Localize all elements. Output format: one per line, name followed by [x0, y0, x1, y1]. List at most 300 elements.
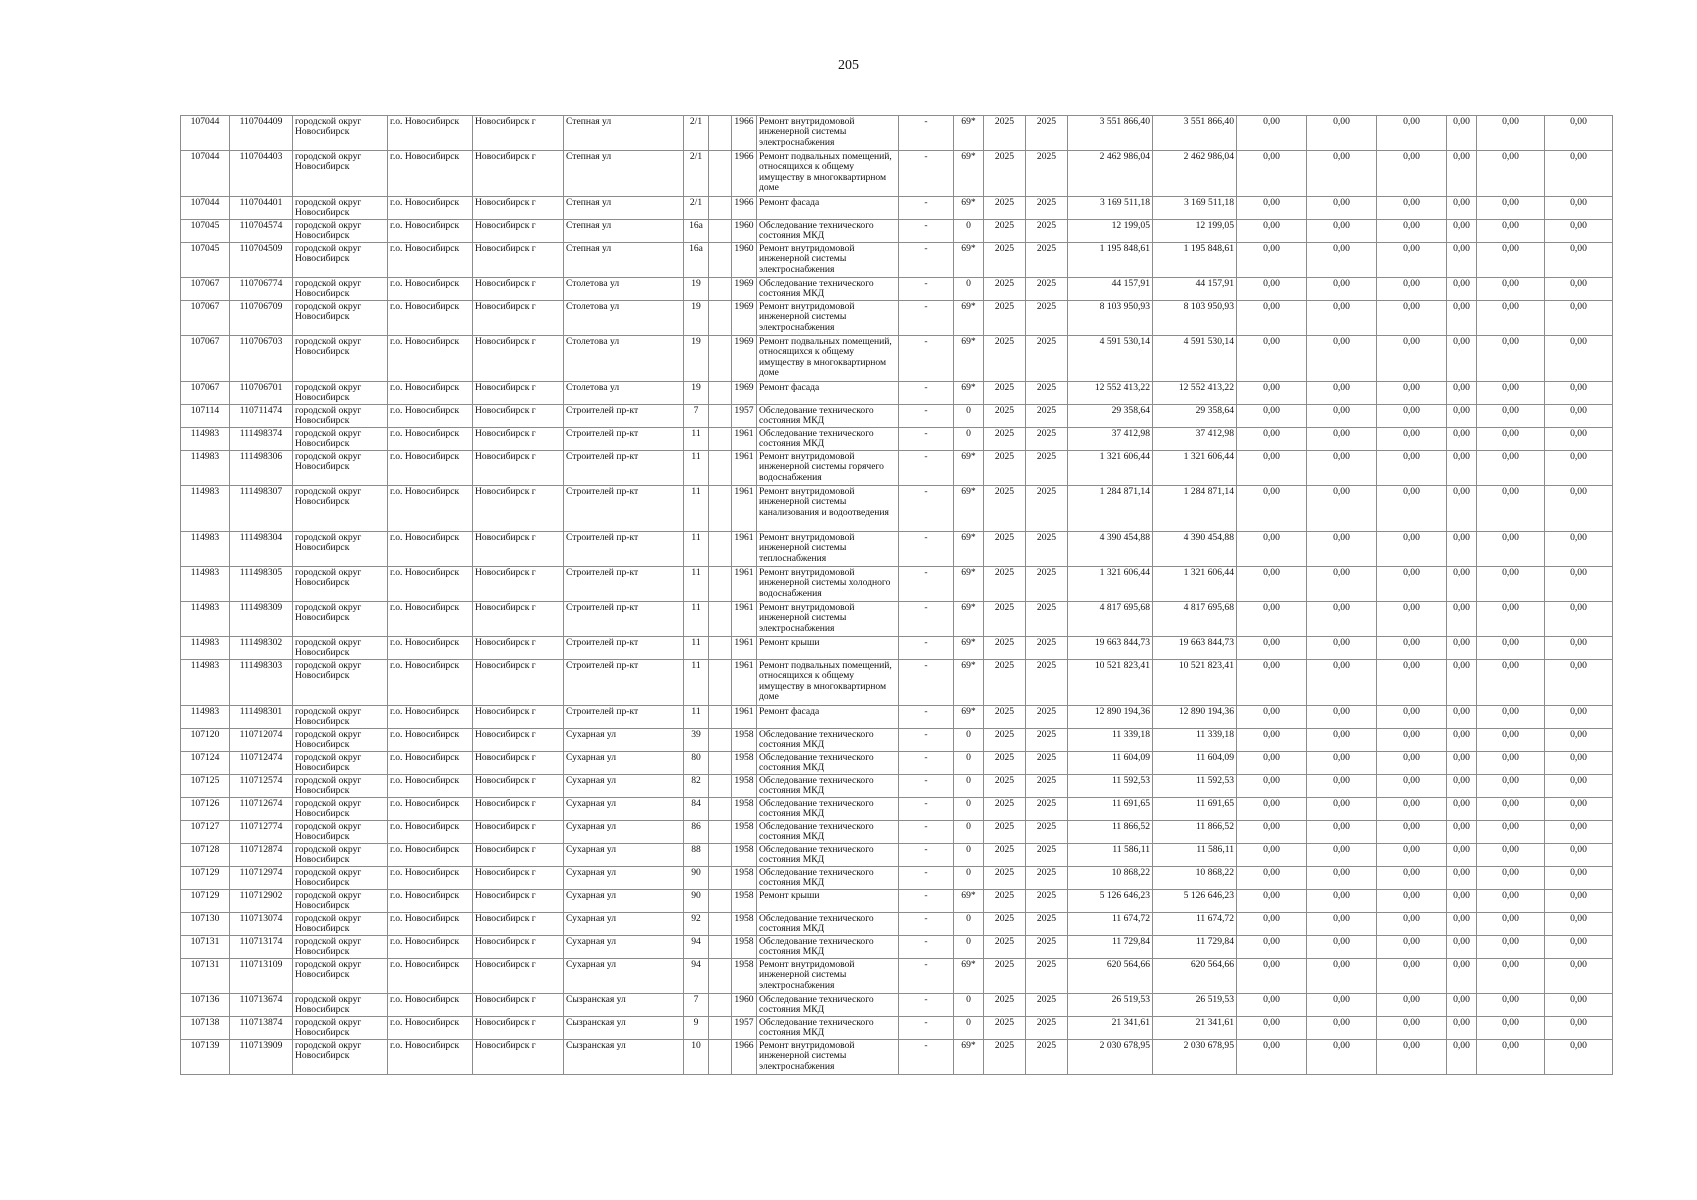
cell-house: 90: [684, 890, 709, 913]
table-row: [181, 382, 1613, 405]
cell-v2: 0,00: [1307, 798, 1377, 821]
cell-locality: Новосибирск г: [473, 775, 564, 798]
cell-sum_regional: 10 868,22: [1153, 867, 1237, 890]
table-row: [181, 243, 1613, 278]
cell-v5: 0,00: [1477, 602, 1545, 637]
cell-work_type: Обследование технического состояния МКД: [757, 867, 899, 890]
cell-v5: 0,00: [1477, 151, 1545, 197]
cell-rate: 0: [954, 867, 984, 890]
cell-dash: -: [899, 1017, 954, 1040]
cell-house: 19: [684, 336, 709, 382]
cell-work_type: Обследование технического состояния МКД: [757, 1017, 899, 1040]
cell-house: 86: [684, 821, 709, 844]
cell-v6: 0,00: [1545, 936, 1613, 959]
cell-dash: -: [899, 775, 954, 798]
table-row: [181, 532, 1613, 567]
cell-house: 2/1: [684, 151, 709, 197]
cell-code: 110712674: [230, 798, 293, 821]
cell-rate: 69*: [954, 486, 984, 532]
cell-v5: 0,00: [1477, 890, 1545, 913]
cell-district: городской округ Новосибирск: [293, 706, 388, 729]
cell-blank: [709, 151, 732, 197]
cell-v6: 0,00: [1545, 243, 1613, 278]
cell-v6: 0,00: [1545, 890, 1613, 913]
cell-street: Сухарная ул: [564, 798, 684, 821]
cell-code: 111498374: [230, 428, 293, 451]
cell-v5: 0,00: [1477, 913, 1545, 936]
table-row: [181, 301, 1613, 336]
cell-blank: [709, 1017, 732, 1040]
cell-sum_regional: 3 169 511,18: [1153, 197, 1237, 220]
cell-house: 2/1: [684, 197, 709, 220]
cell-district: городской округ Новосибирск: [293, 220, 388, 243]
cell-v5: 0,00: [1477, 382, 1545, 405]
cell-house: 11: [684, 567, 709, 602]
table-row: [181, 729, 1613, 752]
cell-house: 7: [684, 405, 709, 428]
cell-sum_regional: 29 358,64: [1153, 405, 1237, 428]
cell-id: 107130: [181, 913, 230, 936]
cell-v6: 0,00: [1545, 913, 1613, 936]
cell-v3: 0,00: [1377, 867, 1447, 890]
cell-dash: -: [899, 428, 954, 451]
cell-blank: [709, 867, 732, 890]
cell-city_district: г.о. Новосибирск: [388, 637, 473, 660]
cell-id: 114983: [181, 706, 230, 729]
cell-city_district: г.о. Новосибирск: [388, 336, 473, 382]
cell-id: 114983: [181, 428, 230, 451]
cell-year: 1961: [732, 706, 757, 729]
cell-city_district: г.о. Новосибирск: [388, 567, 473, 602]
cell-end_year: 2025: [1026, 567, 1068, 602]
cell-year: 1961: [732, 532, 757, 567]
cell-end_year: 2025: [1026, 451, 1068, 486]
cell-work_type: Ремонт внутридомовой инженерной системы электроснабжения: [757, 301, 899, 336]
cell-v4: 0,00: [1447, 729, 1477, 752]
cell-v6: 0,00: [1545, 486, 1613, 532]
cell-city_district: г.о. Новосибирск: [388, 278, 473, 301]
cell-sum_total: 11 729,84: [1068, 936, 1153, 959]
cell-end_year: 2025: [1026, 798, 1068, 821]
cell-id: 114983: [181, 602, 230, 637]
cell-house: 19: [684, 382, 709, 405]
cell-sum_total: 1 195 848,61: [1068, 243, 1153, 278]
cell-end_year: 2025: [1026, 532, 1068, 567]
cell-sum_regional: 21 341,61: [1153, 1017, 1237, 1040]
cell-year: 1969: [732, 301, 757, 336]
cell-v1: 0,00: [1237, 567, 1307, 602]
cell-start_year: 2025: [984, 844, 1026, 867]
cell-v3: 0,00: [1377, 301, 1447, 336]
cell-v2: 0,00: [1307, 729, 1377, 752]
cell-v4: 0,00: [1447, 116, 1477, 151]
cell-work_type: Ремонт внутридомовой инженерной системы горячего водоснабжения: [757, 451, 899, 486]
cell-locality: Новосибирск г: [473, 278, 564, 301]
cell-v4: 0,00: [1447, 220, 1477, 243]
cell-year: 1961: [732, 428, 757, 451]
cell-sum_regional: 8 103 950,93: [1153, 301, 1237, 336]
cell-year: 1969: [732, 278, 757, 301]
cell-start_year: 2025: [984, 116, 1026, 151]
cell-v4: 0,00: [1447, 821, 1477, 844]
cell-v4: 0,00: [1447, 405, 1477, 428]
cell-end_year: 2025: [1026, 890, 1068, 913]
cell-start_year: 2025: [984, 936, 1026, 959]
cell-district: городской округ Новосибирск: [293, 532, 388, 567]
cell-v6: 0,00: [1545, 729, 1613, 752]
cell-city_district: г.о. Новосибирск: [388, 428, 473, 451]
cell-locality: Новосибирск г: [473, 959, 564, 994]
cell-work_type: Ремонт внутридомовой инженерной системы электроснабжения: [757, 602, 899, 637]
cell-house: 16а: [684, 243, 709, 278]
cell-sum_regional: 11 691,65: [1153, 798, 1237, 821]
cell-locality: Новосибирск г: [473, 405, 564, 428]
cell-year: 1969: [732, 336, 757, 382]
cell-rate: 0: [954, 775, 984, 798]
cell-district: городской округ Новосибирск: [293, 729, 388, 752]
cell-sum_total: 4 591 530,14: [1068, 336, 1153, 382]
cell-work_type: Ремонт подвальных помещений, относящихся к общему имуществу в многоквартирном доме: [757, 660, 899, 706]
cell-dash: -: [899, 821, 954, 844]
cell-sum_total: 29 358,64: [1068, 405, 1153, 428]
cell-dash: -: [899, 706, 954, 729]
cell-code: 110713174: [230, 936, 293, 959]
cell-v5: 0,00: [1477, 278, 1545, 301]
cell-v1: 0,00: [1237, 151, 1307, 197]
cell-dash: -: [899, 1040, 954, 1075]
cell-locality: Новосибирск г: [473, 336, 564, 382]
cell-district: городской округ Новосибирск: [293, 775, 388, 798]
cell-v1: 0,00: [1237, 844, 1307, 867]
cell-end_year: 2025: [1026, 278, 1068, 301]
cell-locality: Новосибирск г: [473, 936, 564, 959]
cell-year: 1960: [732, 243, 757, 278]
table-row: [181, 798, 1613, 821]
cell-v4: 0,00: [1447, 451, 1477, 486]
cell-v4: 0,00: [1447, 913, 1477, 936]
cell-v1: 0,00: [1237, 798, 1307, 821]
cell-v6: 0,00: [1545, 844, 1613, 867]
cell-v3: 0,00: [1377, 959, 1447, 994]
cell-district: городской округ Новосибирск: [293, 278, 388, 301]
cell-sum_total: 12 890 194,36: [1068, 706, 1153, 729]
cell-dash: -: [899, 278, 954, 301]
cell-dash: -: [899, 197, 954, 220]
cell-street: Строителей пр-кт: [564, 532, 684, 567]
table-row: [181, 486, 1613, 532]
cell-work_type: Обследование технического состояния МКД: [757, 821, 899, 844]
cell-city_district: г.о. Новосибирск: [388, 706, 473, 729]
cell-v3: 0,00: [1377, 752, 1447, 775]
cell-district: городской округ Новосибирск: [293, 116, 388, 151]
cell-end_year: 2025: [1026, 405, 1068, 428]
cell-v6: 0,00: [1545, 301, 1613, 336]
cell-city_district: г.о. Новосибирск: [388, 151, 473, 197]
cell-sum_total: 11 592,53: [1068, 775, 1153, 798]
cell-id: 114983: [181, 451, 230, 486]
table-row: [181, 821, 1613, 844]
cell-start_year: 2025: [984, 278, 1026, 301]
cell-v1: 0,00: [1237, 428, 1307, 451]
cell-code: 110713674: [230, 994, 293, 1017]
cell-v1: 0,00: [1237, 116, 1307, 151]
cell-code: 110711474: [230, 405, 293, 428]
cell-house: 39: [684, 729, 709, 752]
cell-sum_regional: 11 866,52: [1153, 821, 1237, 844]
cell-rate: 69*: [954, 532, 984, 567]
cell-dash: -: [899, 220, 954, 243]
cell-year: 1958: [732, 821, 757, 844]
cell-work_type: Ремонт внутридомовой инженерной системы электроснабжения: [757, 116, 899, 151]
table-row: [181, 278, 1613, 301]
cell-code: 110706774: [230, 278, 293, 301]
cell-work_type: Ремонт внутридомовой инженерной системы канализования и водоотведения: [757, 486, 899, 532]
cell-rate: 69*: [954, 660, 984, 706]
cell-year: 1958: [732, 844, 757, 867]
cell-v6: 0,00: [1545, 451, 1613, 486]
table-body: [181, 116, 1613, 1075]
cell-street: Степная ул: [564, 151, 684, 197]
cell-rate: 69*: [954, 243, 984, 278]
cell-v3: 0,00: [1377, 451, 1447, 486]
cell-code: 110712874: [230, 844, 293, 867]
cell-work_type: Ремонт внутридомовой инженерной системы холодного водоснабжения: [757, 567, 899, 602]
cell-id: 107044: [181, 197, 230, 220]
cell-dash: -: [899, 994, 954, 1017]
cell-district: городской округ Новосибирск: [293, 994, 388, 1017]
cell-house: 10: [684, 1040, 709, 1075]
cell-house: 11: [684, 532, 709, 567]
cell-house: 11: [684, 637, 709, 660]
cell-v5: 0,00: [1477, 486, 1545, 532]
cell-blank: [709, 890, 732, 913]
cell-v6: 0,00: [1545, 336, 1613, 382]
cell-id: 107067: [181, 301, 230, 336]
cell-work_type: Обследование технического состояния МКД: [757, 729, 899, 752]
cell-city_district: г.о. Новосибирск: [388, 220, 473, 243]
cell-street: Сухарная ул: [564, 867, 684, 890]
cell-v2: 0,00: [1307, 532, 1377, 567]
cell-id: 114983: [181, 660, 230, 706]
cell-street: Строителей пр-кт: [564, 405, 684, 428]
cell-v4: 0,00: [1447, 660, 1477, 706]
cell-start_year: 2025: [984, 243, 1026, 278]
cell-code: 110704403: [230, 151, 293, 197]
cell-locality: Новосибирск г: [473, 729, 564, 752]
cell-start_year: 2025: [984, 602, 1026, 637]
cell-code: 110712574: [230, 775, 293, 798]
cell-code: 110704409: [230, 116, 293, 151]
cell-id: 107138: [181, 1017, 230, 1040]
cell-v6: 0,00: [1545, 867, 1613, 890]
cell-v3: 0,00: [1377, 1040, 1447, 1075]
cell-locality: Новосибирск г: [473, 798, 564, 821]
cell-district: городской округ Новосибирск: [293, 637, 388, 660]
cell-v5: 0,00: [1477, 336, 1545, 382]
cell-dash: -: [899, 451, 954, 486]
cell-start_year: 2025: [984, 890, 1026, 913]
cell-v6: 0,00: [1545, 959, 1613, 994]
cell-house: 7: [684, 994, 709, 1017]
cell-end_year: 2025: [1026, 220, 1068, 243]
cell-code: 110713874: [230, 1017, 293, 1040]
cell-sum_total: 10 868,22: [1068, 867, 1153, 890]
cell-v1: 0,00: [1237, 994, 1307, 1017]
cell-rate: 0: [954, 1017, 984, 1040]
cell-year: 1958: [732, 890, 757, 913]
cell-v3: 0,00: [1377, 486, 1447, 532]
cell-v2: 0,00: [1307, 567, 1377, 602]
cell-v1: 0,00: [1237, 602, 1307, 637]
cell-v2: 0,00: [1307, 660, 1377, 706]
cell-v5: 0,00: [1477, 844, 1545, 867]
cell-sum_regional: 4 390 454,88: [1153, 532, 1237, 567]
cell-sum_total: 11 339,18: [1068, 729, 1153, 752]
cell-code: 110712774: [230, 821, 293, 844]
cell-blank: [709, 451, 732, 486]
cell-district: городской округ Новосибирск: [293, 382, 388, 405]
cell-v2: 0,00: [1307, 278, 1377, 301]
cell-blank: [709, 706, 732, 729]
cell-house: 19: [684, 301, 709, 336]
table-row: [181, 567, 1613, 602]
cell-locality: Новосибирск г: [473, 486, 564, 532]
cell-sum_regional: 12 890 194,36: [1153, 706, 1237, 729]
table-row: [181, 994, 1613, 1017]
cell-v6: 0,00: [1545, 775, 1613, 798]
cell-rate: 0: [954, 994, 984, 1017]
cell-v6: 0,00: [1545, 798, 1613, 821]
cell-v6: 0,00: [1545, 151, 1613, 197]
cell-work_type: Ремонт подвальных помещений, относящихся к общему имуществу в многоквартирном доме: [757, 336, 899, 382]
cell-v3: 0,00: [1377, 660, 1447, 706]
cell-city_district: г.о. Новосибирск: [388, 1017, 473, 1040]
cell-v5: 0,00: [1477, 867, 1545, 890]
cell-dash: -: [899, 729, 954, 752]
cell-street: Степная ул: [564, 243, 684, 278]
cell-year: 1961: [732, 660, 757, 706]
cell-v4: 0,00: [1447, 486, 1477, 532]
cell-locality: Новосибирск г: [473, 867, 564, 890]
cell-work_type: Ремонт внутридомовой инженерной системы электроснабжения: [757, 1040, 899, 1075]
cell-work_type: Ремонт фасада: [757, 197, 899, 220]
table-row: [181, 451, 1613, 486]
cell-v3: 0,00: [1377, 890, 1447, 913]
cell-year: 1966: [732, 151, 757, 197]
cell-locality: Новосибирск г: [473, 706, 564, 729]
cell-v5: 0,00: [1477, 1017, 1545, 1040]
cell-rate: 0: [954, 729, 984, 752]
cell-rate: 69*: [954, 116, 984, 151]
cell-code: 111498302: [230, 637, 293, 660]
cell-year: 1960: [732, 994, 757, 1017]
cell-id: 107129: [181, 867, 230, 890]
cell-code: 111498304: [230, 532, 293, 567]
cell-district: городской округ Новосибирск: [293, 336, 388, 382]
cell-v1: 0,00: [1237, 405, 1307, 428]
cell-house: 92: [684, 913, 709, 936]
cell-city_district: г.о. Новосибирск: [388, 775, 473, 798]
cell-end_year: 2025: [1026, 913, 1068, 936]
cell-house: 88: [684, 844, 709, 867]
cell-house: 11: [684, 706, 709, 729]
cell-city_district: г.о. Новосибирск: [388, 821, 473, 844]
cell-year: 1957: [732, 1017, 757, 1040]
cell-year: 1966: [732, 1040, 757, 1075]
cell-v5: 0,00: [1477, 243, 1545, 278]
cell-v4: 0,00: [1447, 197, 1477, 220]
cell-v1: 0,00: [1237, 936, 1307, 959]
cell-locality: Новосибирск г: [473, 1040, 564, 1075]
cell-sum_total: 8 103 950,93: [1068, 301, 1153, 336]
cell-rate: 0: [954, 798, 984, 821]
cell-sum_total: 44 157,91: [1068, 278, 1153, 301]
cell-street: Степная ул: [564, 197, 684, 220]
cell-dash: -: [899, 151, 954, 197]
cell-house: 19: [684, 278, 709, 301]
cell-v6: 0,00: [1545, 637, 1613, 660]
cell-v6: 0,00: [1545, 532, 1613, 567]
cell-v4: 0,00: [1447, 278, 1477, 301]
cell-sum_total: 12 552 413,22: [1068, 382, 1153, 405]
cell-v4: 0,00: [1447, 706, 1477, 729]
cell-year: 1958: [732, 752, 757, 775]
cell-street: Столетова ул: [564, 336, 684, 382]
cell-blank: [709, 567, 732, 602]
cell-start_year: 2025: [984, 405, 1026, 428]
cell-year: 1966: [732, 197, 757, 220]
cell-start_year: 2025: [984, 197, 1026, 220]
cell-end_year: 2025: [1026, 775, 1068, 798]
cell-year: 1961: [732, 451, 757, 486]
cell-district: городской округ Новосибирск: [293, 1040, 388, 1075]
cell-v2: 0,00: [1307, 486, 1377, 532]
cell-district: городской округ Новосибирск: [293, 567, 388, 602]
cell-v2: 0,00: [1307, 913, 1377, 936]
cell-city_district: г.о. Новосибирск: [388, 913, 473, 936]
cell-v6: 0,00: [1545, 197, 1613, 220]
cell-city_district: г.о. Новосибирск: [388, 798, 473, 821]
cell-v2: 0,00: [1307, 844, 1377, 867]
cell-id: 107114: [181, 405, 230, 428]
cell-sum_regional: 5 126 646,23: [1153, 890, 1237, 913]
cell-rate: 69*: [954, 1040, 984, 1075]
cell-v2: 0,00: [1307, 1017, 1377, 1040]
cell-v3: 0,00: [1377, 602, 1447, 637]
cell-end_year: 2025: [1026, 959, 1068, 994]
cell-house: 82: [684, 775, 709, 798]
cell-rate: 0: [954, 428, 984, 451]
table-row: [181, 336, 1613, 382]
table-row: [181, 660, 1613, 706]
cell-v6: 0,00: [1545, 1040, 1613, 1075]
cell-work_type: Ремонт внутридомовой инженерной системы электроснабжения: [757, 959, 899, 994]
cell-blank: [709, 660, 732, 706]
cell-start_year: 2025: [984, 660, 1026, 706]
cell-rate: 69*: [954, 602, 984, 637]
cell-v1: 0,00: [1237, 301, 1307, 336]
cell-rate: 69*: [954, 567, 984, 602]
cell-work_type: Обследование технического состояния МКД: [757, 913, 899, 936]
cell-end_year: 2025: [1026, 151, 1068, 197]
cell-blank: [709, 197, 732, 220]
cell-v4: 0,00: [1447, 382, 1477, 405]
cell-v6: 0,00: [1545, 994, 1613, 1017]
cell-v4: 0,00: [1447, 567, 1477, 602]
cell-district: городской округ Новосибирск: [293, 1017, 388, 1040]
cell-blank: [709, 913, 732, 936]
cell-code: 110712474: [230, 752, 293, 775]
